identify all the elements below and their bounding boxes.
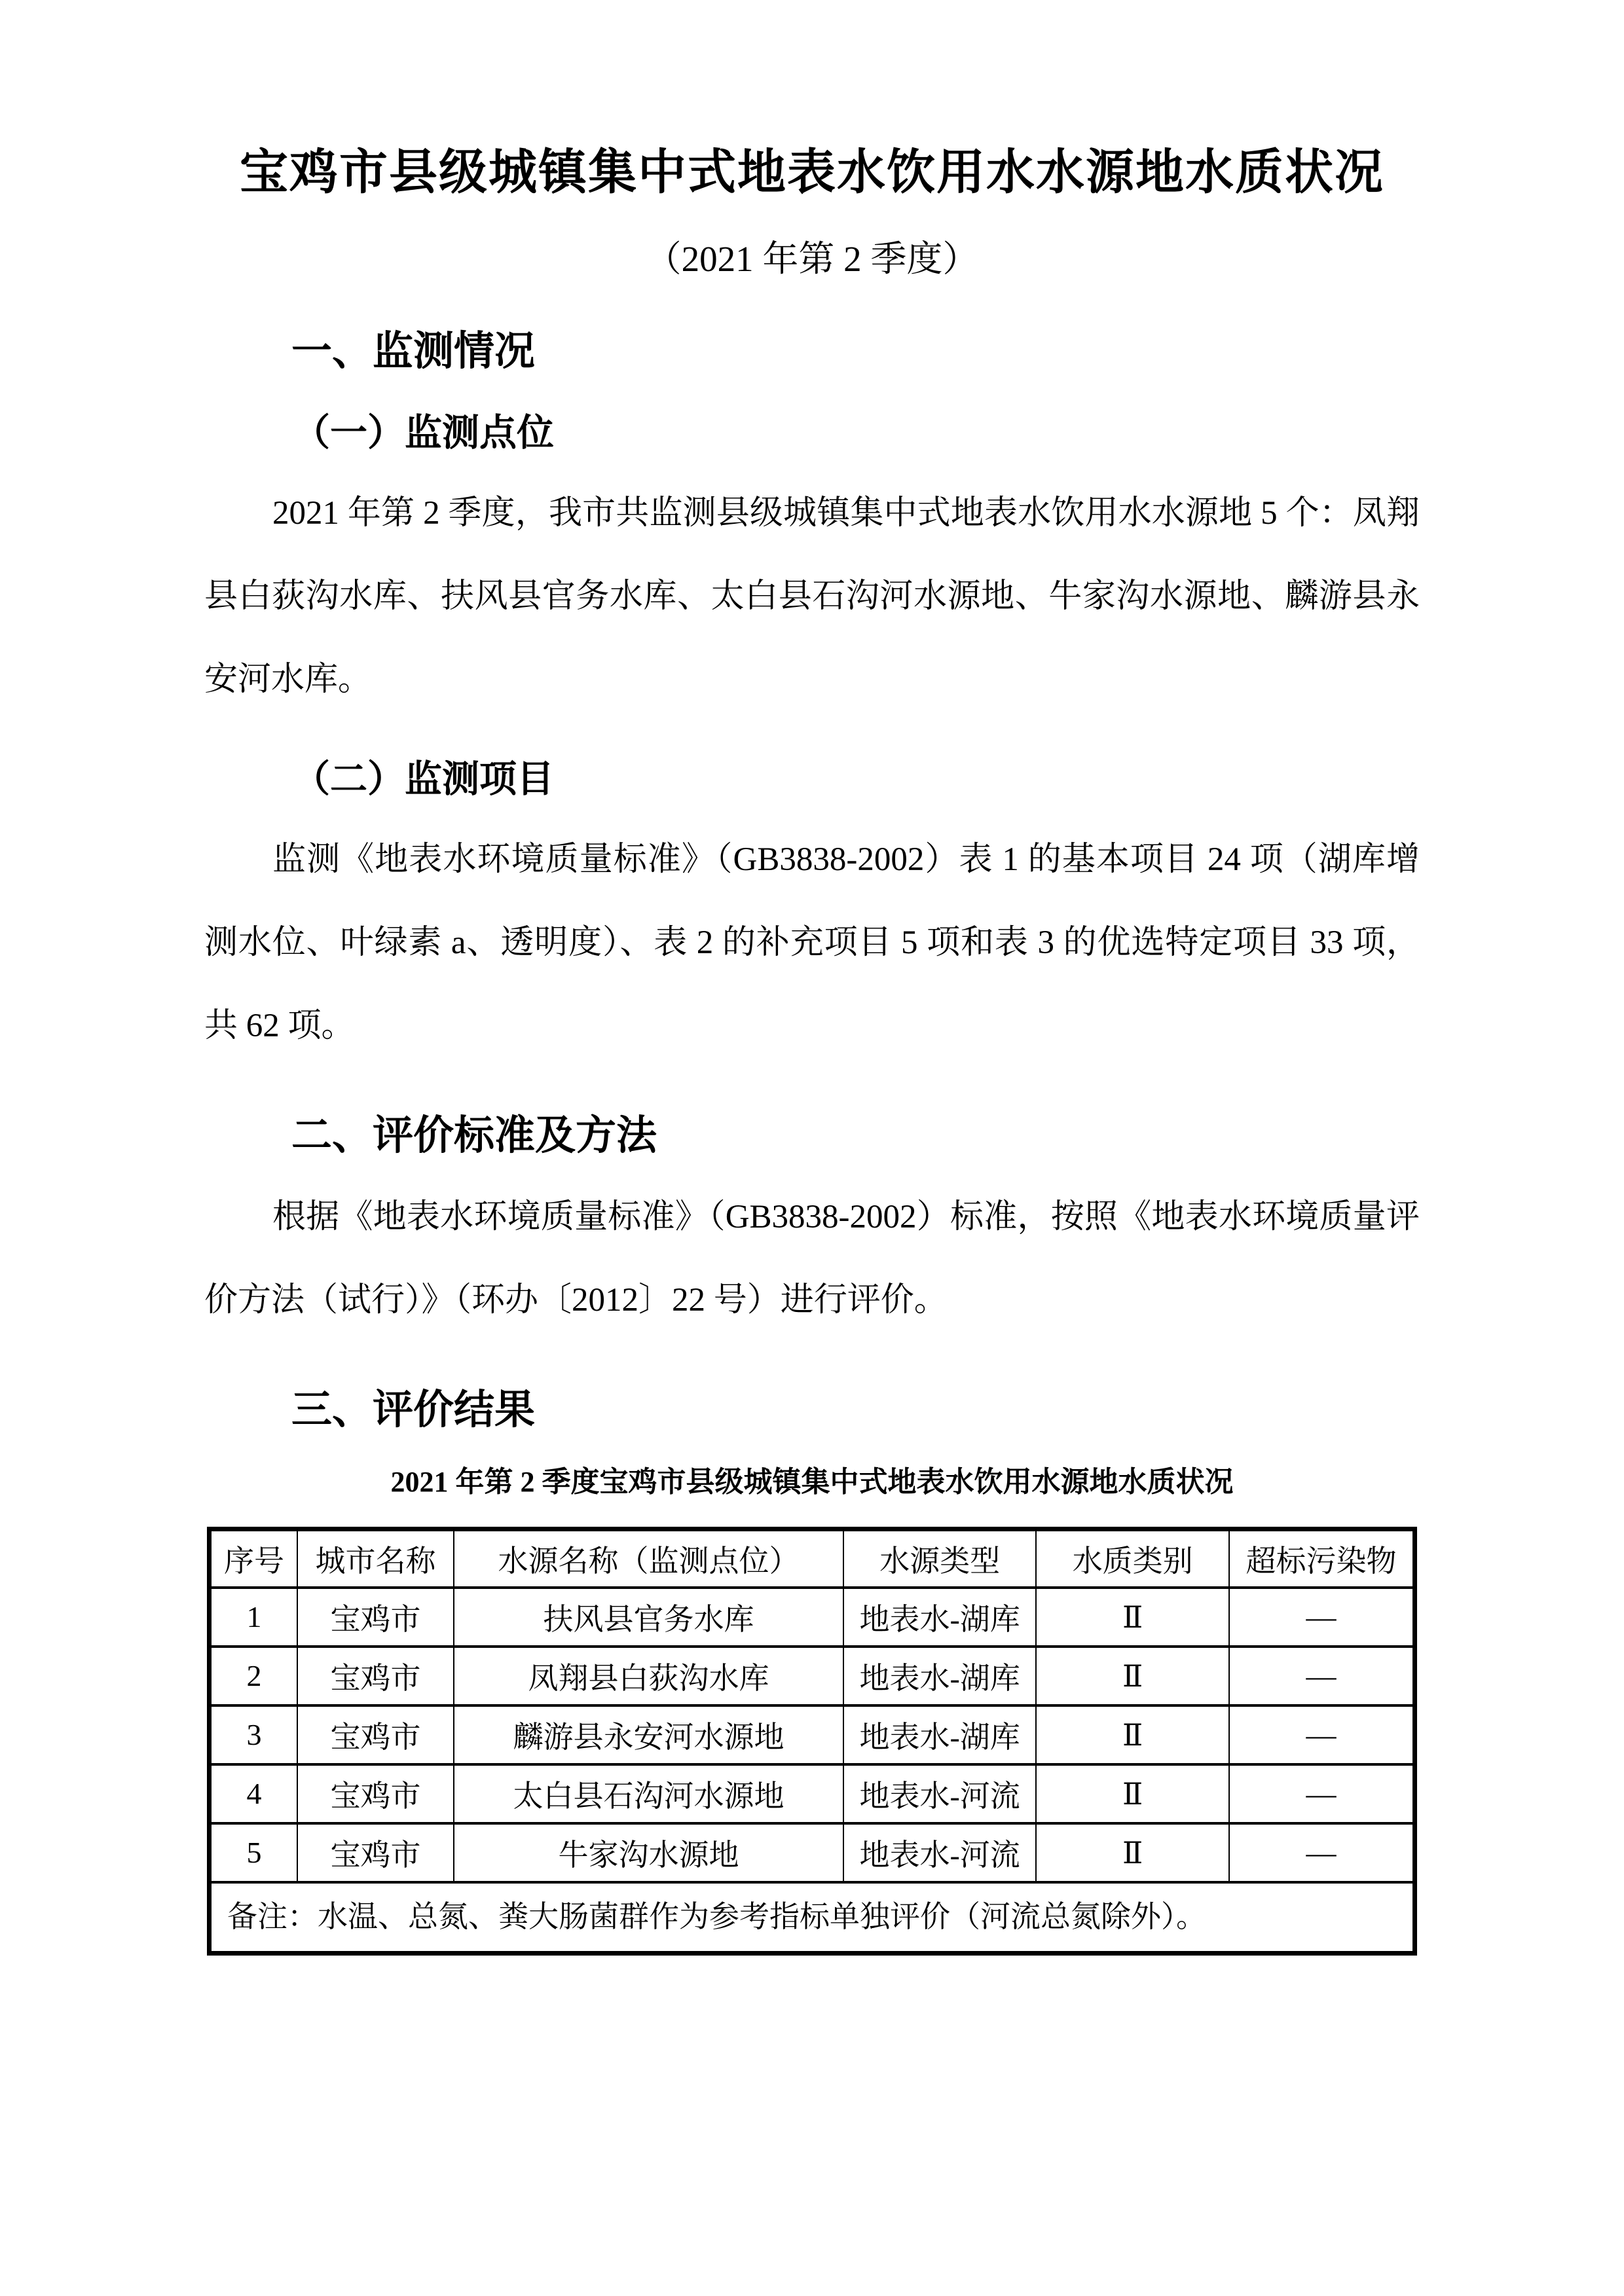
table-caption: 2021 年第 2 季度宝鸡市县级城镇集中式地表水饮用水源地水质状况 xyxy=(390,1465,1234,1498)
table-cell: 宝鸡市 xyxy=(297,1588,454,1647)
column-header: 超标污染物 xyxy=(1229,1529,1415,1588)
table-cell: 麟游县永安河水源地 xyxy=(454,1705,843,1764)
table-row xyxy=(210,1647,1415,1705)
table-cell: Ⅱ xyxy=(1036,1647,1229,1705)
section-3-heading: 三、评价结果 xyxy=(291,1387,536,1433)
paragraph-evaluation-method: 根据《地表水环境质量标准》（GB3838-2002）标准，按照《地表水环境质量评价方法（试行）》（环办〔2012〕22 号）进行评价。 xyxy=(204,1199,1420,1319)
table-cell: Ⅱ xyxy=(1036,1764,1229,1823)
table-cell: 2 xyxy=(210,1647,297,1705)
table-cell: 3 xyxy=(210,1705,297,1764)
water-quality-table xyxy=(207,1527,1417,1956)
section-1-heading: 一、监测情况 xyxy=(291,329,536,374)
table-cell: 4 xyxy=(210,1764,297,1823)
table-cell: Ⅱ xyxy=(1036,1705,1229,1764)
section-1-2-heading: （二）监测项目 xyxy=(293,758,554,800)
table-cell: 地表水-湖库 xyxy=(843,1647,1037,1705)
table-cell: 地表水-湖库 xyxy=(843,1588,1037,1647)
table-cell: 地表水-湖库 xyxy=(843,1705,1037,1764)
table-cell: 太白县石沟河水源地 xyxy=(454,1764,843,1823)
paragraph-monitoring-items: 监测《地表水环境质量标准》（GB3838-2002）表 1 的基本项目 24 项（湖库增测水位、叶绿素 a、透明度）、表 2 的补充项目 5 项和表 3 的优选特定项目 33 项，共 62 项。 xyxy=(204,841,1420,1045)
column-header: 序号 xyxy=(210,1529,297,1588)
table-cell: 宝鸡市 xyxy=(297,1764,454,1823)
section-2-heading: 二、评价标准及方法 xyxy=(291,1113,657,1159)
table-cell: Ⅱ xyxy=(1036,1588,1229,1647)
table-header-row xyxy=(210,1529,1415,1588)
table-note-row xyxy=(210,1882,1415,1953)
doc-subtitle: （2021 年第 2 季度） xyxy=(645,239,979,280)
table-row xyxy=(210,1705,1415,1764)
doc-title: 宝鸡市县级城镇集中式地表水饮用水水源地水质状况 xyxy=(240,146,1384,200)
table-cell: 地表水-河流 xyxy=(843,1823,1037,1882)
paragraph-monitoring-sites: 2021 年第 2 季度，我市共监测县级城镇集中式地表水饮用水水源地 5 个：凤翔县白荻沟水库、扶风县官务水库、太白县石沟河水源地、牛家沟水源地、麟游县永安河水库。 xyxy=(204,494,1420,698)
table-body xyxy=(210,1588,1415,1882)
table-cell: 凤翔县白荻沟水库 xyxy=(454,1647,843,1705)
table-cell: 牛家沟水源地 xyxy=(454,1823,843,1882)
table-row xyxy=(210,1823,1415,1882)
table-cell: 扶风县官务水库 xyxy=(454,1588,843,1647)
column-header: 水源名称（监测点位） xyxy=(454,1529,843,1588)
table-cell: 宝鸡市 xyxy=(297,1647,454,1705)
table-cell: — xyxy=(1229,1705,1415,1764)
table-cell: — xyxy=(1229,1764,1415,1823)
table-row xyxy=(210,1588,1415,1647)
table-cell: — xyxy=(1229,1588,1415,1647)
table-note-cell: 备注：水温、总氮、粪大肠菌群作为参考指标单独评价（河流总氮除外）。 xyxy=(210,1882,1415,1953)
table-cell: — xyxy=(1229,1647,1415,1705)
table-cell: 地表水-河流 xyxy=(843,1764,1037,1823)
table-cell: — xyxy=(1229,1823,1415,1882)
column-header: 水质类别 xyxy=(1036,1529,1229,1588)
column-header: 水源类型 xyxy=(843,1529,1037,1588)
section-1-1-heading: （一）监测点位 xyxy=(293,412,554,454)
table-cell: 宝鸡市 xyxy=(297,1705,454,1764)
column-header: 城市名称 xyxy=(297,1529,454,1588)
table-cell: 宝鸡市 xyxy=(297,1823,454,1882)
table-cell: 5 xyxy=(210,1823,297,1882)
table-row xyxy=(210,1764,1415,1823)
table-cell: 1 xyxy=(210,1588,297,1647)
table-cell: Ⅱ xyxy=(1036,1823,1229,1882)
